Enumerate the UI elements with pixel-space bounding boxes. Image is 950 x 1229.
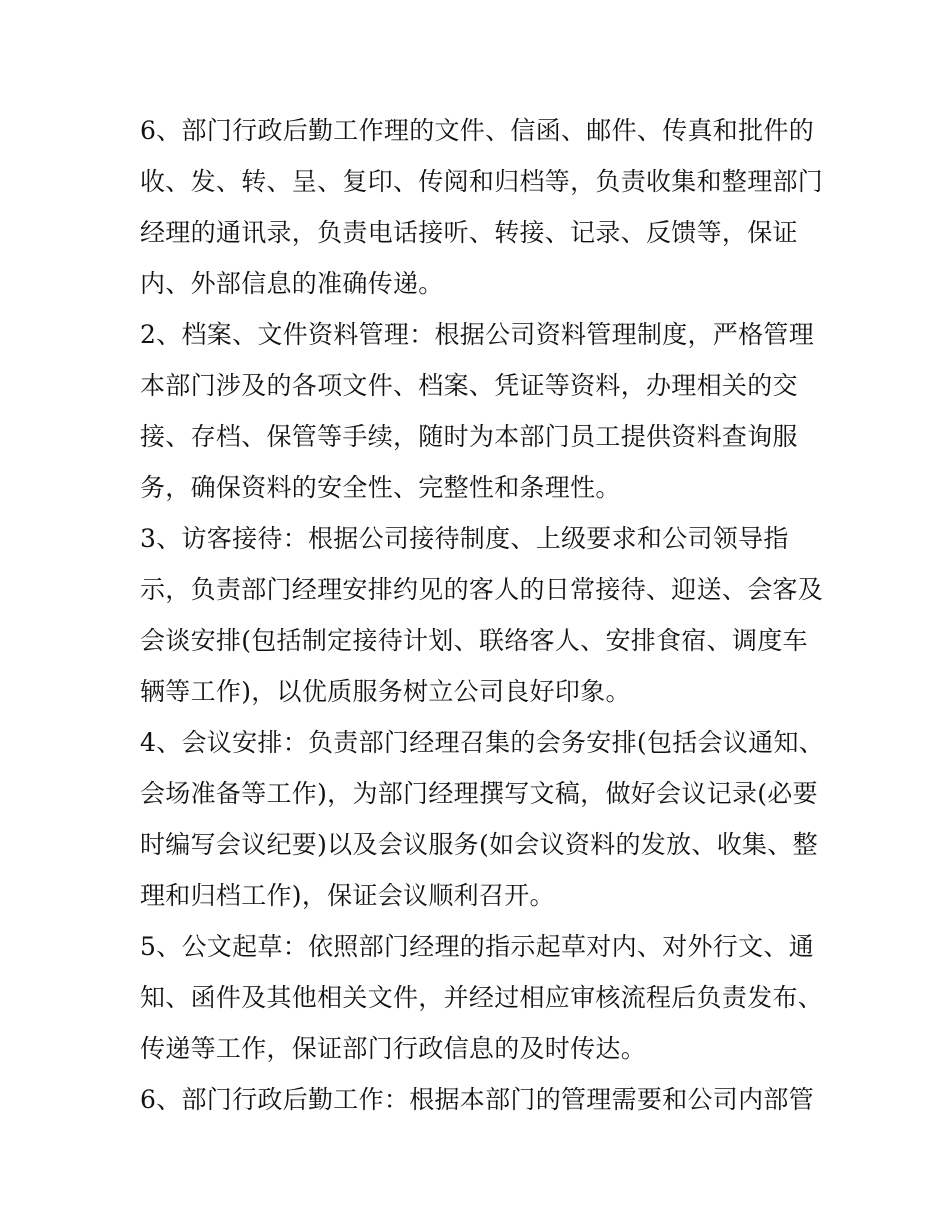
text-line: 本部门涉及的各项文件、档案、凭证等资料，办理相关的交 xyxy=(140,371,798,400)
text-line: 示，负责部门经理安排约见的客人的日常接待、迎送、会客及 xyxy=(140,575,824,604)
text-line: 辆等工作)，以优质服务树立公司良好印象。 xyxy=(140,677,631,706)
text-line: 会场准备等工作)，为部门经理撰写文稿，做好会议记录(必要 xyxy=(140,779,818,808)
text-line: 会谈安排(包括制定接待计划、联络客人、安排食宿、调度车 xyxy=(140,626,808,655)
text-line: 4、会议安排：负责部门经理召集的会务安排(包括会议通知、 xyxy=(140,728,825,757)
text-line: 2、档案、文件资料管理：根据公司资料管理制度，严格管理 xyxy=(140,320,815,349)
text-line: 时编写会议纪要)以及会议服务(如会议资料的发放、收集、整 xyxy=(140,830,818,859)
text-line: 6、部门行政后勤工作：根据本部门的管理需要和公司内部管 xyxy=(140,1085,815,1114)
text-line: 接、存档、保管等手续，随时为本部门员工提供资料查询服 xyxy=(140,422,798,451)
text-line: 传递等工作，保证部门行政信息的及时传达。 xyxy=(140,1034,647,1063)
text-line: 经理的通讯录，负责电话接听、转接、记录、反馈等，保证 xyxy=(140,218,798,247)
text-line: 3、访客接待：根据公司接待制度、上级要求和公司领导指 xyxy=(140,524,789,553)
text-line: 收、发、转、呈、复印、传阅和归档等，负责收集和整理部门 xyxy=(140,167,824,196)
text-line: 5、公文起草：依照部门经理的指示起草对内、对外行文、通 xyxy=(140,932,815,961)
text-line: 务，确保资料的安全性、完整性和条理性。 xyxy=(140,473,621,502)
text-line: 内、外部信息的准确传递。 xyxy=(140,269,444,298)
text-line: 6、部门行政后勤工作理的文件、信函、邮件、传真和批件的 xyxy=(140,116,815,145)
document-body xyxy=(140,105,830,1125)
text-line: 理和归档工作)，保证会议顺利召开。 xyxy=(140,881,555,910)
text-line: 知、函件及其他相关文件，并经过相应审核流程后负责发布、 xyxy=(140,983,824,1012)
